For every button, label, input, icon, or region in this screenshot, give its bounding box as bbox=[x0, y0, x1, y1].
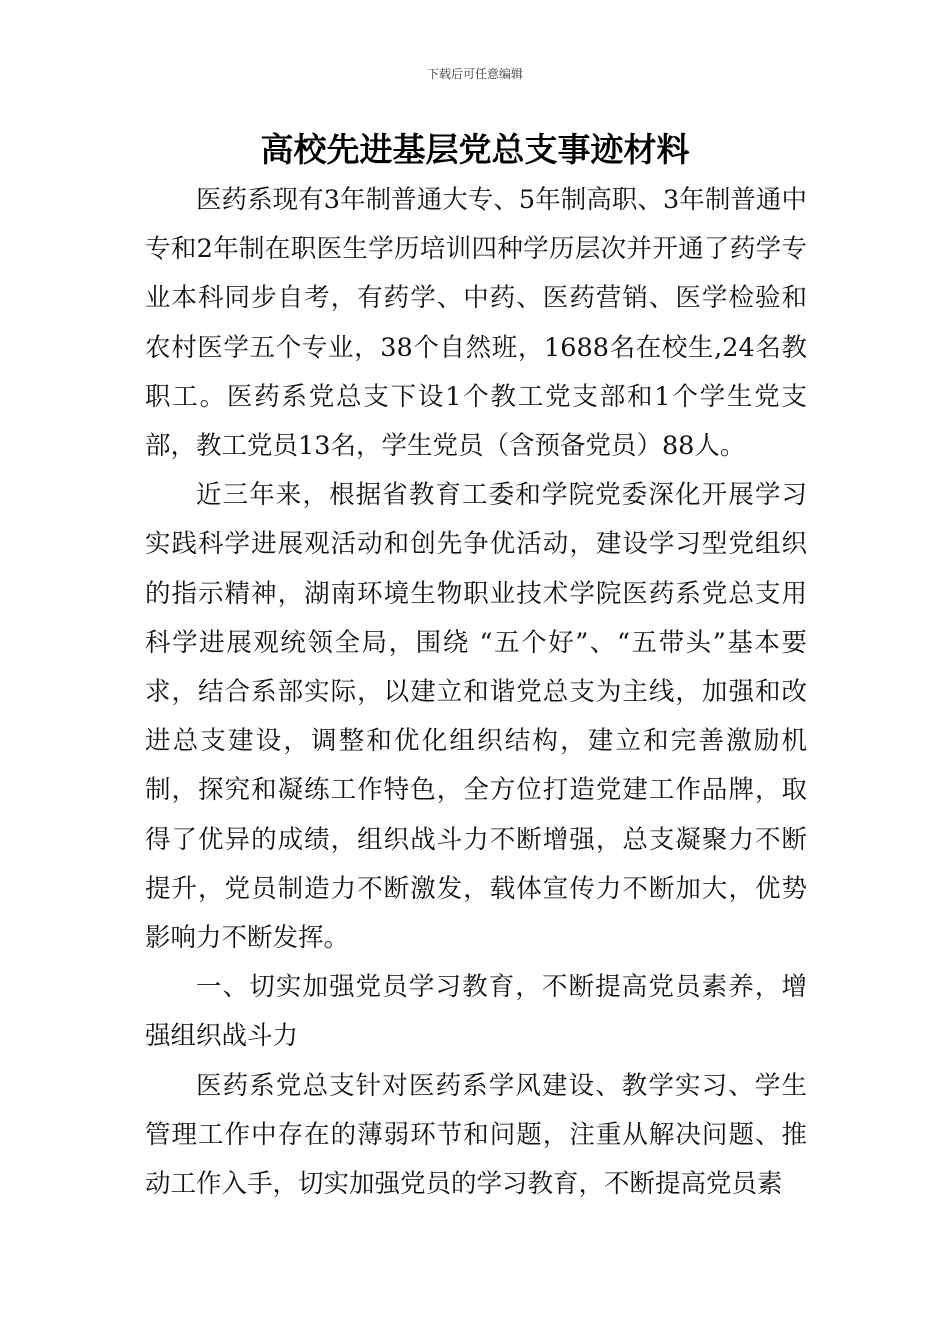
header-note: 下载后可任意编辑 bbox=[426, 67, 523, 81]
paragraph-overview: 医药系现有3年制普通大专、5年制高职、3年制普通中专和2年制在职医生学历培训四种学历层次并开通了药学专业本科同步自考，有药学、中药、医药营销、医学检验和农村医学五个专业，38个自然班，1688名在校生,24名教职工。医药系党总支下设1个教工党支部和1个学生党支部，教工党员13名，学生党员（含预备党员）88人。 bbox=[145, 185, 807, 462]
document-title: 高校先进基层党总支事迹材料 bbox=[260, 130, 690, 169]
paragraph-section-1: 医药系党总支针对医药系学风建设、教学实习、学生管理工作中存在的薄弱环节和问题，注重从解决问题、推动工作入手，切实加强党员的学习教育，不断提高党员素 bbox=[145, 1070, 807, 1200]
document-body bbox=[145, 176, 807, 1209]
section-heading-1: 一、切实加强党员学习教育，不断提高党员素养，增强组织战斗力 bbox=[145, 972, 807, 1052]
paragraph-achievements: 近三年来，根据省教育工委和学院党委深化开展学习实践科学进展观活动和创先争优活动，建设学习型党组织的指示精神，湖南环境生物职业技术学院医药系党总支用科学进展观统领全局，围绕 “五个好”、“五带头”基本要求，结合系部实际，以建立和谐党总支为主线，加强和改进总支建设，调整和优化组织结构，建立和完善激励机制，探究和凝练工作特色，全方位打造党建工作品牌，取得了优异的成绩，组织战斗力不断增强，总支凝聚力不断提升，党员制造力不断激发，载体宣传力不断加大，优势影响力不断发挥。 bbox=[145, 480, 807, 954]
